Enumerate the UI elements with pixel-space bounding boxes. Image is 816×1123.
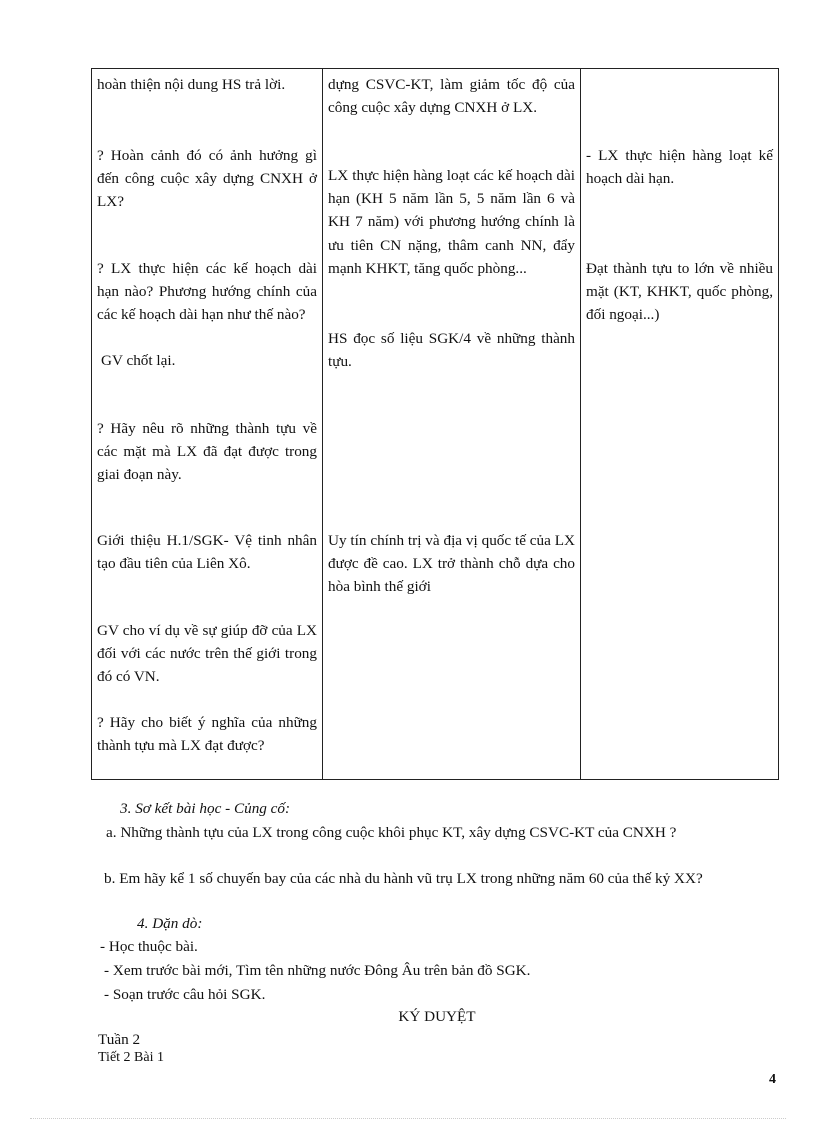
homework-item: - Học thuộc bài. <box>100 938 198 955</box>
section-heading-homework: 4. Dặn dò: <box>137 915 203 932</box>
homework-item: - Soạn trước câu hỏi SGK. <box>104 986 266 1003</box>
text-block: HS đọc số liệu SGK/4 về những thành tựu. <box>328 330 575 371</box>
text-block: LX thực hiện hàng loạt các kế hoạch dài hạn (KH 5 năm lần 5, 5 năm lần 6 và KH 7 năm) với phương hướng chính là ưu tiên CN nặng, thâm canh NN, đẩy mạnh KHKT, tăng quốc phòng... <box>328 167 575 277</box>
page-number: 4 <box>769 1072 776 1087</box>
lesson-table <box>91 68 779 780</box>
text-block: dựng CSVC-KT, làm giảm tốc độ của công cuộc xây dựng CNXH ở LX. <box>328 76 575 117</box>
text-block: Đạt thành tựu to lớn về nhiều mặt (KT, KHKT, quốc phòng, đối ngoại...) <box>586 260 773 324</box>
question-b: b. Em hãy kể 1 số chuyến bay của các nhà du hành vũ trụ LX trong những năm 60 của thế kỷ XX? <box>104 870 703 887</box>
text-block: ? Hoàn cảnh đó có ảnh hưởng gì đến công cuộc xây dựng CNXH ở LX? <box>97 147 317 211</box>
week-label: Tuần 2 <box>98 1031 141 1048</box>
text-block: - LX thực hiện hàng loạt kế hoạch dài hạn. <box>586 147 773 188</box>
content-cell <box>581 69 779 780</box>
period-label: Tiết 2 Bài 1 <box>98 1050 164 1065</box>
text-block: ? LX thực hiện các kế hoạch dài hạn nào? Phương hướng chính của các kế hoạch dài hạn như thế nào? <box>97 260 317 324</box>
text-block: Uy tín chính trị và địa vị quốc tế của LX được đề cao. LX trở thành chỗ dựa cho hòa bình thế giới <box>328 532 575 596</box>
text-block: ? Hãy cho biết ý nghĩa của những thành tựu mà LX đạt được? <box>97 714 317 755</box>
table-row <box>92 69 779 780</box>
text-block: ? Hãy nêu rõ những thành tựu về các mặt mà LX đã đạt được trong giai đoạn này. <box>97 420 317 484</box>
question-a: a. Những thành tựu của LX trong công cuộc khôi phục KT, xây dựng CSVC-KT của CNXH ? <box>106 824 677 841</box>
page-divider <box>30 1118 786 1119</box>
section-heading-summary: 3. Sơ kết bài học - Củng cố: <box>120 800 291 817</box>
text-block: GV chốt lại. <box>101 352 176 369</box>
approval-title: KÝ DUYỆT <box>398 1008 476 1025</box>
text-block: hoàn thiện nội dung HS trả lời. <box>97 76 286 93</box>
student-activity-cell <box>323 69 581 780</box>
text-block: GV cho ví dụ về sự giúp đỡ của LX đối với các nước trên thế giới trong đó có VN. <box>97 622 317 686</box>
text-block: Giới thiệu H.1/SGK- Vệ tinh nhân tạo đầu tiên của Liên Xô. <box>97 532 317 573</box>
teacher-activity-cell <box>92 69 323 780</box>
homework-item: - Xem trước bài mới, Tìm tên những nước Đông Âu trên bản đồ SGK. <box>104 962 531 979</box>
